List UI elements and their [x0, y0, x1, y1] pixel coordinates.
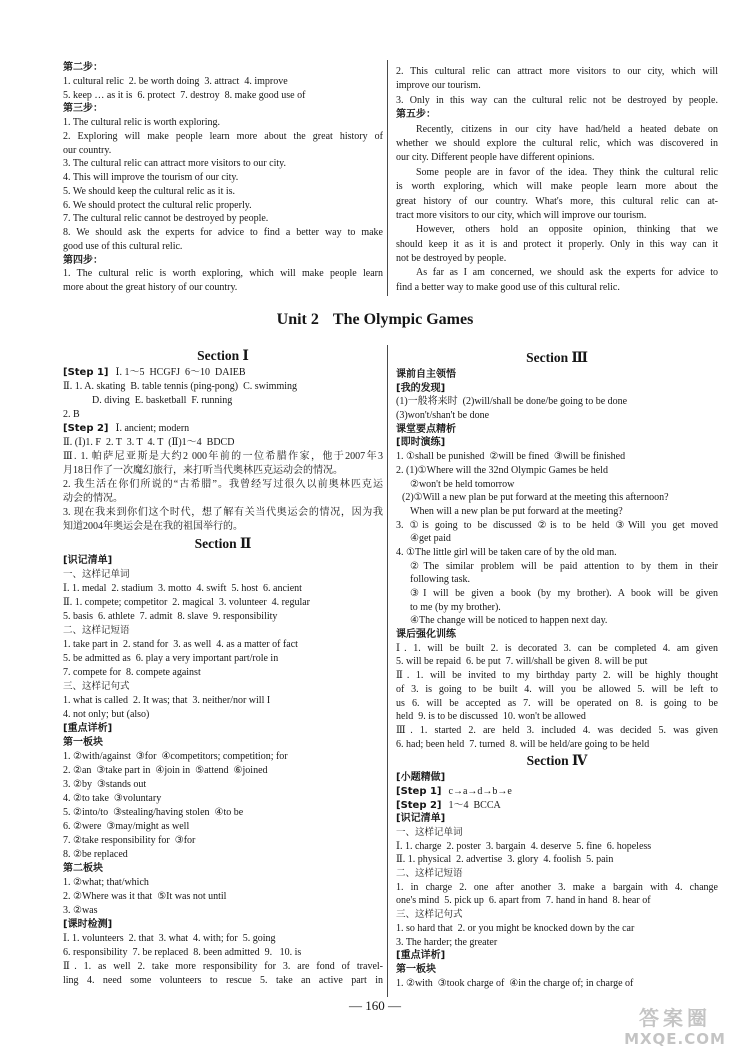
step-answer-line [396, 799, 718, 813]
answer-line: Ⅰ. 1. volunteers 2. that 3. what 4. with; for 5. going [63, 933, 276, 944]
bracket-label: [我的发现] [396, 382, 446, 394]
category-heading: 二、这样记短语 [63, 625, 130, 636]
step-heading: 第三步： [63, 103, 103, 115]
unit-number: Unit 2 [276, 311, 319, 328]
answer-line: 3. Only in this way can the cultural relic not be destroyed by people. [396, 94, 718, 106]
answer-line: 2. ②Where was it that ⑤It was not until [63, 891, 227, 902]
step-label: [Step 2] [63, 423, 109, 434]
answer-line: (1)一般将来时 (2)will/shall be done/be going to be done [396, 396, 628, 408]
answer-line: 3. The cultural relic can attract more visitors to our city. [63, 158, 286, 170]
answer-line: 6. responsibility 7. be replaced 8. been admitted 9. 10. is [63, 947, 302, 958]
essay-line: great history of our country. What's more, this cultural relic can at- [396, 195, 718, 207]
section-heading: Section Ⅱ [194, 536, 252, 551]
block-heading: 第一板块 [396, 963, 436, 975]
answer-line: 2. ②an ③take part in ④join in ⑤attend ⑥joined [63, 765, 268, 776]
section-heading: Section Ⅳ [526, 753, 588, 769]
step-answers: 1～4 BCCA [448, 799, 501, 811]
answer-line: 8. We should ask the experts for advice to find a better way to make [63, 227, 383, 238]
category-heading: 三、这样记句式 [396, 909, 463, 921]
answer-line: 知道2004年奥运会是在我的祖国举行的。 [63, 521, 243, 532]
top-right-column [396, 65, 718, 295]
answer-line: Ⅱ. 1. A. skating B. table tennis (ping-pong) C. swimming [63, 381, 298, 392]
answer-line: 5. keep … as it is 6. protect 7. destroy 8. make good use of [63, 89, 306, 101]
step-heading: 第五步： [396, 109, 436, 121]
answer-line: 4. This will improve the tourism of our city. [63, 172, 239, 183]
answer-line: 1. in charge 2. one after another 3. make a bargain with 4. change [396, 881, 718, 893]
answer-line: 2. B [63, 409, 80, 420]
answer-line: 2. 我生活在你们所说的“古希腊”。我曾经写过很久以前奥林匹克运 [63, 479, 383, 490]
answer-line: to me (by my brother). [410, 601, 501, 613]
block-heading: 第一板块 [63, 737, 103, 748]
category-heading: 三、这样记句式 [63, 681, 130, 692]
essay-line: should keep it as it is and protect it properly. Only in this way can it [396, 238, 718, 250]
answer-line: (3)won't/shan't be done [396, 410, 490, 422]
answer-line: good use of this cultural relic. [63, 240, 183, 252]
answer-line: 4. ②to take ③voluntary [63, 793, 162, 804]
answer-line: of 3. is going to be built 4. will you be allowed 5. will be left to [396, 683, 718, 695]
watermark-logo: 答案圈 [639, 1006, 711, 1030]
answer-line: 4. not only; but (also) [63, 709, 150, 720]
unit-title [0, 309, 750, 331]
answer-line: 3. The harder; the greater [396, 936, 498, 948]
essay-line: Some people are in favor of the idea. They think the cultural relic [416, 166, 718, 178]
page-number: — 160 — [349, 998, 401, 1013]
answer-line: ④The change will be noticed to happen next day. [410, 615, 608, 627]
answer-line: Ⅱ. 1. will be invited to my birthday party 2. will be highly thought [396, 670, 718, 682]
answer-line: 5. be admitted as 6. play a very important part/role in [63, 653, 279, 664]
step-answer-line [396, 785, 718, 799]
answer-line: one's mind 5. pick up 6. apart from 7. hand in hand 8. hear of [396, 895, 651, 907]
answer-line: 8. ②be replaced [63, 849, 128, 860]
answer-line: 3. ②was [63, 905, 98, 916]
category-heading: 二、这样记短语 [396, 868, 463, 880]
unit-name: The Olympic Games [332, 311, 474, 328]
answer-line: 1. ②with/against ③for ④competitors; competition; for [63, 751, 288, 762]
answer-line: 1. The cultural relic is worth exploring, which will make people learn [63, 268, 383, 280]
essay-line: whether we should explore the cultural relic, which was discovered in [396, 137, 718, 149]
answer-line: 7. compete for 8. compete against [63, 667, 201, 678]
part-heading: 课堂要点精析 [396, 423, 456, 435]
answer-line: ling 4. need some volunteers to rescue 5. take an active part in [63, 975, 383, 986]
bracket-label: [识记清单] [396, 813, 446, 825]
answer-line: 6. We should protect the cultural relic properly. [63, 199, 252, 211]
essay-line: However, others hold an opposite opinion, thinking that we [416, 224, 718, 236]
answer-line: Ⅱ. 1. as well 2. take more responsibility for 3. are fond of travel- [63, 961, 383, 972]
step-answer-line [63, 366, 383, 380]
answer-line: Ⅰ. 1. medal 2. stadium 3. motto 4. swift 5. host 6. ancient [63, 583, 302, 594]
step-heading: 第四步： [63, 254, 103, 266]
answer-line: 1. The cultural relic is worth exploring. [63, 117, 220, 128]
answer-line: 3. ②by ③stands out [63, 779, 147, 790]
answer-line: 7. ②take responsibility for ③for [63, 835, 196, 846]
answer-line: Ⅲ. 1. 帕萨尼亚斯是大约2 000年前的一位希腊作家，他于2007年3 [63, 451, 383, 462]
answer-line: 2. (1)①Where will the 32nd Olympic Games be held [396, 464, 608, 476]
answer-line: our country. [63, 144, 112, 156]
answer-line: Ⅰ. 1. will be built 2. is decorated 3. can be completed 4. am given [396, 642, 718, 654]
answer-line: us 6. will be accepted as 7. will be operated on 8. is going to be [396, 697, 718, 709]
step-answers: Ⅰ. ancient; modern [115, 423, 190, 434]
column-divider [387, 345, 388, 997]
answer-line: 3. ①is going to be discussed ②is to be held ③Will you get moved [396, 519, 718, 531]
section-heading: Section Ⅰ [197, 348, 249, 363]
answer-line: 1. ②what; that/which [63, 877, 149, 888]
essay-line: tract more visitors to our city, which will improve our tourism. [396, 209, 647, 221]
answer-line: 动会的情况。 [63, 493, 123, 504]
answer-line: 1. ②with ③took charge of ④in the charge of; in charge of [396, 977, 634, 989]
answer-line: Ⅲ. 1. started 2. are held 3. included 4. was decided 5. was given [396, 724, 718, 736]
answer-line: 6. had; been held 7. turned 8. will be held/are going to be held [396, 738, 650, 750]
answer-line: more about the great history of our country. [63, 282, 238, 293]
watermark-url: MXQE.COM [624, 1030, 726, 1048]
answer-line: 7. The cultural relic cannot be destroyed by people. [63, 213, 269, 225]
essay-line: our city. Different people have different opinions. [396, 152, 595, 164]
answer-line: 月18日作了一次魔幻旅行，来打听当代奥林匹克运动会的情况。 [63, 465, 343, 476]
answer-line: ②won't be held tomorrow [410, 478, 515, 490]
answer-line: Ⅱ. 1. compete; competitor 2. magical 3. volunteer 4. regular [63, 597, 310, 608]
answer-line: Ⅱ. (Ⅰ)1. F 2. T 3. T 4. T (Ⅱ)1～4 BDCD [63, 437, 235, 448]
part-heading: 课后强化训练 [396, 629, 456, 641]
answer-line: ④get paid [410, 533, 451, 545]
answer-line: improve our tourism. [396, 80, 481, 92]
column-divider [387, 60, 388, 296]
answer-line: held 9. is to be discussed 10. won't be allowed [396, 711, 586, 723]
answer-line: 5. ②into/to ③stealing/having stolen ④to be [63, 807, 244, 818]
site-watermark [606, 1006, 744, 1050]
bracket-label: [小题精做] [396, 772, 446, 784]
answer-line: 2. Exploring will make people learn more about the great history of [63, 130, 383, 142]
answer-line: 3. 现在我来到你们这个时代，想了解有关当代奥运会的情况，因为我 [63, 507, 383, 518]
step-label: [Step 1] [63, 367, 109, 378]
answer-line: 1. so hard that 2. or you might be knocked down by the car [396, 922, 635, 934]
essay-line: not be destroyed by people. [396, 253, 507, 265]
bracket-label: [重点详析] [396, 950, 446, 962]
category-heading: 一、这样记单词 [396, 827, 463, 838]
lower-left-column [63, 346, 383, 988]
bracket-label: [课时检测] [63, 919, 113, 930]
answer-line: 1. take part in 2. stand for 3. as well 4. as a matter of fact [63, 639, 298, 650]
step-label: [Step 1] [396, 785, 442, 797]
answer-line: ③I will be given a book (by my brother). A book will be given [410, 588, 718, 599]
step-heading: 第二步： [63, 62, 103, 73]
answer-line: 5. will be repaid 6. be put 7. will/shall be given 8. will be put [396, 656, 648, 668]
answer-line: (2)①Will a new plan be put forward at the meeting this afternoon? [402, 492, 669, 504]
essay-line: find a better way to make good use of this cultural relic. [396, 281, 620, 293]
bracket-label: [即时演练] [396, 437, 446, 449]
essay-line: is worth exploring, which will make people learn more about the [396, 181, 718, 193]
answer-line: 5. basis 6. athlete 7. admit 8. slave 9. responsibility [63, 611, 278, 622]
answer-line: Ⅱ. 1. physical 2. advertise 3. glory 4. foolish 5. pain [396, 854, 614, 866]
block-heading: 第二板块 [63, 863, 103, 874]
answer-line: 6. ②were ③may/might as well [63, 821, 190, 832]
step-answers: c→a→d→b→e [448, 785, 512, 797]
lower-right-column [396, 348, 718, 990]
top-left-column [63, 61, 383, 295]
answer-line: 1. what is called 2. It was; that 3. neither/nor will I [63, 695, 271, 706]
category-heading: 一、这样记单词 [63, 569, 130, 580]
step-answer-line [63, 422, 383, 436]
essay-line: Recently, citizens in our city have had/held a heated debate on [416, 123, 718, 135]
answer-line: following task. [410, 574, 470, 586]
part-heading: 课前自主领悟 [396, 369, 456, 380]
bracket-label: [重点详析] [63, 723, 113, 734]
step-answers: Ⅰ. 1～5 HCGFJ 6～10 DAIEB [115, 367, 246, 378]
answer-line: D. diving E. basketball F. running [92, 395, 233, 406]
answer-line: Ⅰ. 1. charge 2. poster 3. bargain 4. deserve 5. fine 6. hopeless [396, 840, 652, 852]
bracket-label: [识记清单] [63, 555, 113, 566]
essay-line: As far as I am concerned, we should ask the experts for advice to [416, 267, 718, 279]
answer-line: When will a new plan be put forward at the meeting? [410, 505, 623, 517]
answer-line: 5. We should keep the cultural relic as it is. [63, 185, 236, 197]
section-heading: Section Ⅲ [526, 350, 588, 365]
answer-line: 4. ①The little girl will be taken care of by the old man. [396, 546, 617, 558]
answer-line: ②The similar problem will be paid attention to by them in their [410, 560, 718, 572]
answer-line: 1. cultural relic 2. be worth doing 3. attract 4. improve [63, 75, 288, 87]
answer-line: 2. This cultural relic can attract more visitors to our city, which will [396, 66, 718, 77]
step-label: [Step 2] [396, 799, 442, 811]
answer-line: 1. ①shall be punished ②will be fined ③will be finished [396, 451, 626, 463]
